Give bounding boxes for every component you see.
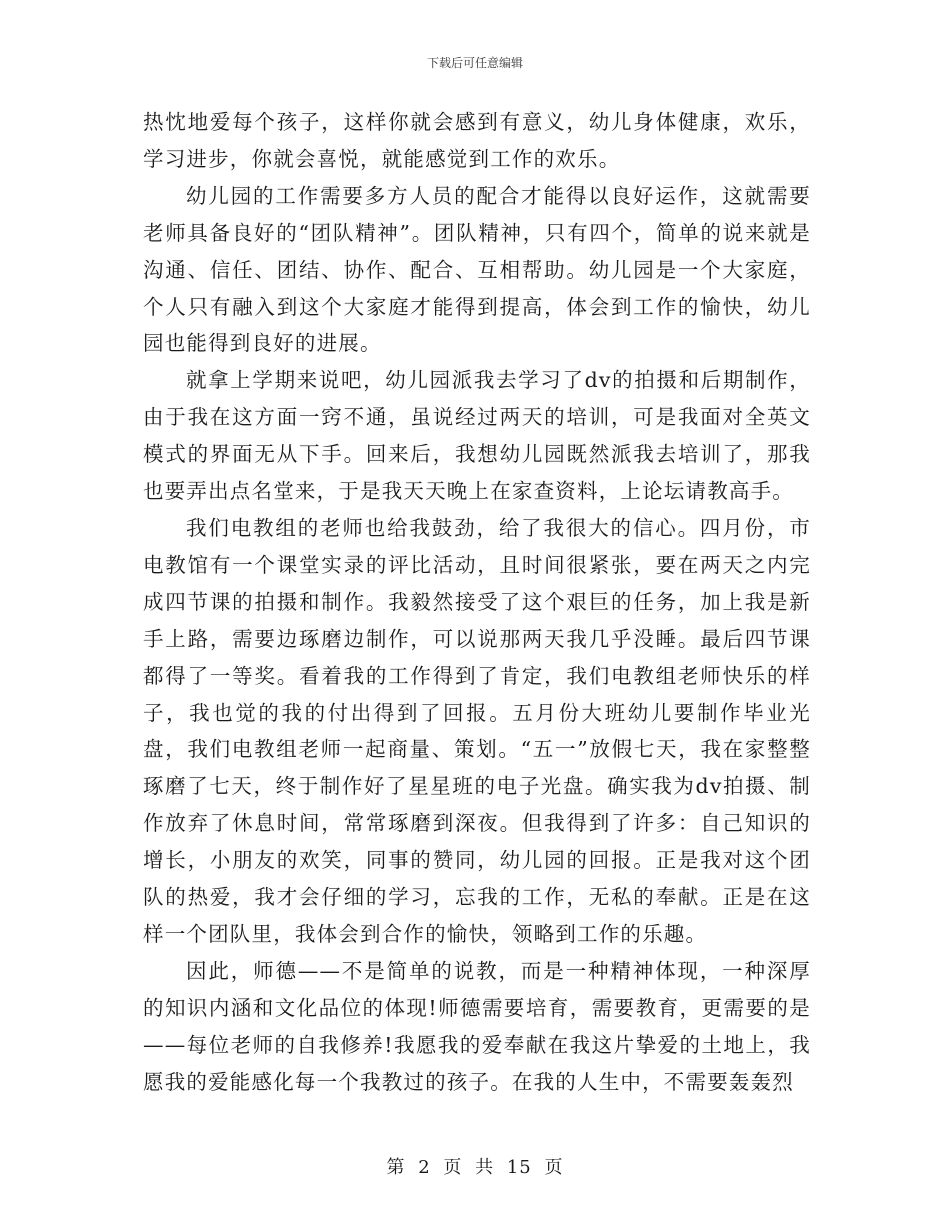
paragraph-3: 就拿上学期来说吧，幼儿园派我去学习了dv的拍摄和后期制作，由于我在这方面一窍不通，虽说经过两天的培训，可是我面对全英文模式的界面无从下手。回来后，我想幼儿园既然派我去培训了，那我也要弄出点名堂来，于是我天天晚上在家查资料，上论坛请教高手。 — [143, 368, 811, 504]
page-header: 下载后可任意编辑 — [426, 56, 523, 70]
paragraph-4: 我们电教组的老师也给我鼓劲，给了我很大的信心。四月份，市电教馆有一个课堂实录的评比活动，且时间很紧张，要在两天之内完成四节课的拍摄和制作。我毅然接受了这个艰巨的任务，加上我是新手上路，需要边琢磨边制作，可以说那两天我几乎没睡。最后四节课都得了一等奖。看着我的工作得到了肯定，我们电教组老师快乐的样子，我也觉的我的付出得到了回报。五月份大班幼儿要制作毕业光盘，我们电教组老师一起商量、策划。“五一”放假七天，我在家整整琢磨了七天，终于制作好了星星班的电子光盘。确实我为dv拍摄、制作放弃了休息时间，常常琢磨到深夜。但我得到了许多：自己知识的增长，小朋友的欢笑，同事的赞同，幼儿园的回报。正是我对这个团队的热爱，我才会仔细的学习，忘我的工作，无私的奉献。正是在这样一个团队里，我体会到合作的愉快，领略到工作的乐趣。 — [143, 515, 811, 946]
document-body — [143, 104, 811, 1100]
paragraph-5: 因此，师德——不是简单的说教，而是一种精神体现，一种深厚的知识内涵和文化品位的体现!师德需要培育，需要教育，更需要的是——每位老师的自我修养!我愿我的爱奉献在我这片挚爱的土地上，我愿我的爱能感化每一个我教过的孩子。在我的人生中，不需要轰轰烈 — [143, 958, 811, 1094]
paragraph-2: 幼儿园的工作需要多方人员的配合才能得以良好运作，这就需要老师具备良好的“团队精神”。团队精神，只有四个，简单的说来就是沟通、信任、团结、协作、配合、互相帮助。幼儿园是一个大家庭，个人只有融入到这个大家庭才能得到提高，体会到工作的愉快，幼儿园也能得到良好的进展。 — [143, 183, 811, 356]
paragraph-1: 热忱地爱每个孩子，这样你就会感到有意义，幼儿身体健康，欢乐，学习进步，你就会喜悦，就能感觉到工作的欢乐。 — [143, 110, 811, 171]
page-footer: 第 2 页 共 15 页 — [386, 1157, 564, 1178]
